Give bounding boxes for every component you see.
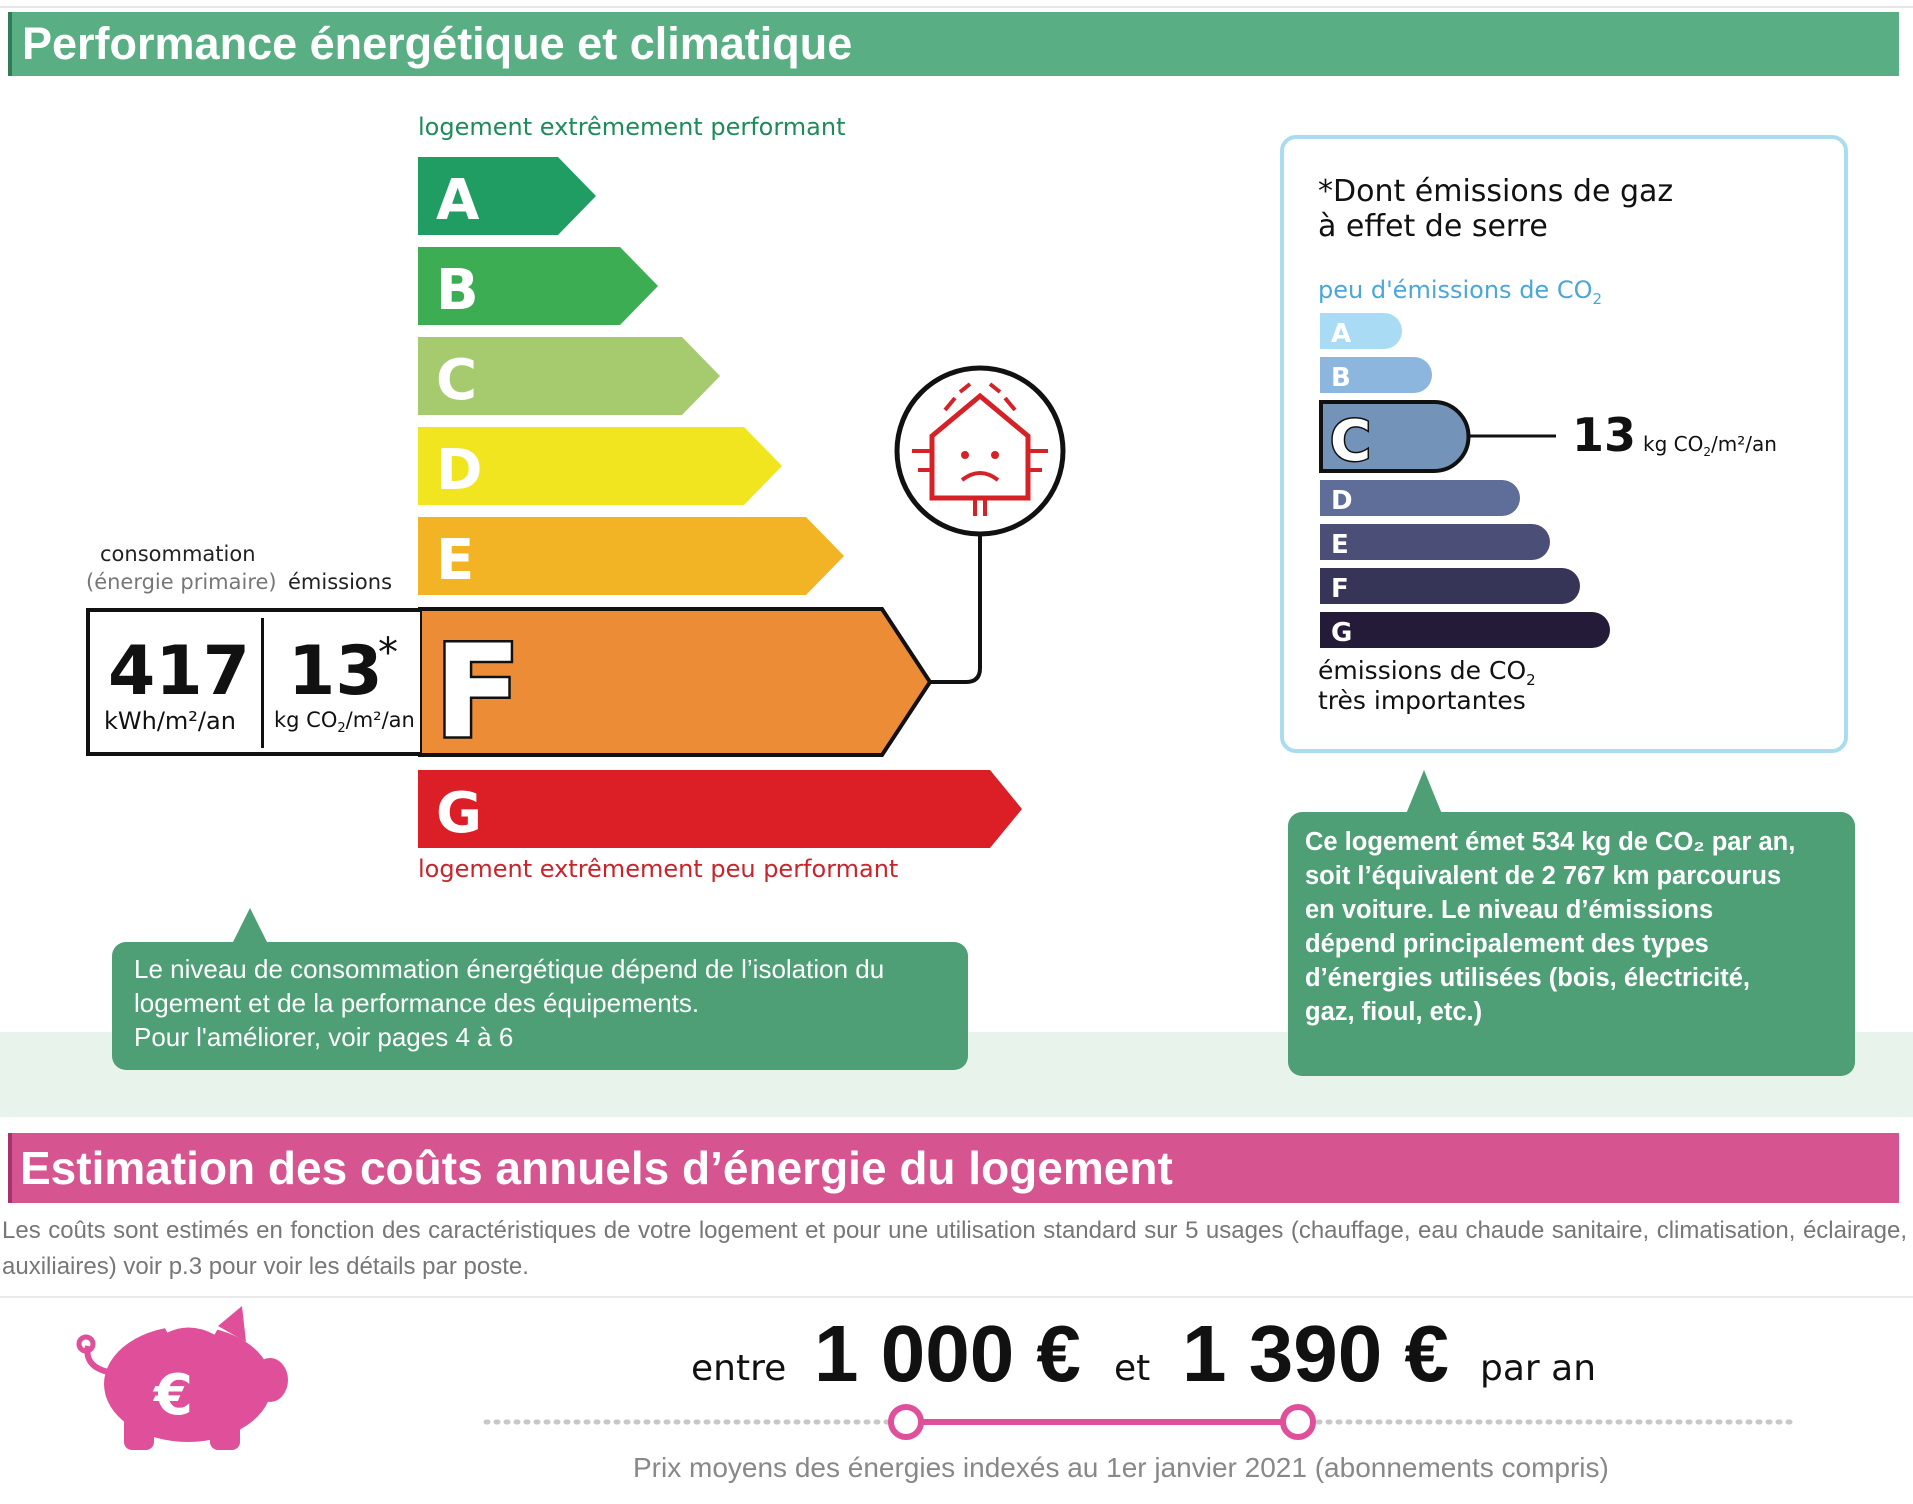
ges-class-a — [1320, 313, 1402, 349]
dpe-letter-g: G — [436, 781, 482, 846]
bubble-right-line-6: gaz, fioul, etc.) — [1305, 998, 1483, 1026]
dpe-top-label: logement extrêmement performant — [418, 113, 846, 141]
ges-top-label: peu d'émissions de $CO_2$ — [1318, 276, 1603, 308]
dpe-letter-d: D — [436, 438, 483, 503]
ges-letter-f: F — [1331, 574, 1349, 604]
costs-description: Les coûts sont estimés en fonction des caractéristiques de votre logement et pour une utilisation standard sur 5 usages (chauffage, eau chaude sanitaire, climatisation, éclairage, auxiliaires) voir p.3 pour voir les détails par poste. — [2, 1217, 1907, 1280]
ges-bottom-label-line-2: très importantes — [1318, 686, 1526, 715]
ges-letter-b: B — [1331, 363, 1351, 393]
ges-class-c-current — [1321, 402, 1469, 474]
emissions-asterisk: * — [378, 630, 398, 676]
consumption-sublabel: (énergie primaire) — [86, 570, 277, 594]
bubble-right-line-4: dépend principalement des types — [1305, 930, 1709, 958]
section-header-costs — [8, 1133, 1899, 1203]
emissions-label: émissions — [288, 570, 393, 594]
ges-letter-d: D — [1331, 486, 1353, 516]
emissions-value: 13 — [288, 632, 383, 711]
cost-range-bar — [0, 1400, 1913, 1440]
range-min-handle — [891, 1407, 921, 1437]
emissions-info-bubble — [1288, 812, 1855, 1076]
dpe-letter-c: C — [436, 348, 478, 413]
ges-title-line-1: *Dont émissions de gaz — [1318, 174, 1674, 209]
consumption-label: consommation — [100, 542, 256, 566]
bubble-right-line-5: d’énergies utilisées (bois, électricité, — [1305, 964, 1751, 992]
bubble-right-line-2: soit l’équivalent de 2 767 km parcourus — [1305, 862, 1782, 890]
ges-class-b — [1320, 357, 1432, 393]
cost-max: 1 390 € — [1182, 1309, 1449, 1398]
ges-letter-c: C — [1330, 409, 1372, 474]
bubble-left-line-1: Le niveau de consommation énergétique dépend de l’isolation du — [134, 954, 885, 984]
emissions-unit: kg $CO_2/m^2/an$ — [274, 708, 415, 737]
bubble-right-line-1: Ce logement émet 534 kg de CO₂ par an, — [1305, 828, 1796, 856]
bubble-left-line-3: Pour l'améliorer, voir pages 4 à 6 — [134, 1022, 514, 1052]
bubble-left-line-2: logement et de la performance des équipements. — [134, 988, 700, 1018]
svg-text:€: € — [154, 1363, 193, 1428]
ges-class-f — [1320, 568, 1580, 604]
dpe-letter-e: E — [436, 528, 475, 593]
dpe-bottom-label: logement extrêmement peu performant — [418, 855, 899, 883]
section-title: Estimation des coûts annuels d’énergie du logement — [20, 1142, 1173, 1194]
bubble-pointer-right — [1402, 770, 1446, 814]
ges-class-d — [1320, 480, 1520, 516]
ges-letter-e: E — [1331, 530, 1349, 560]
cost-word-per-year: par an — [1480, 1348, 1597, 1389]
range-max-handle — [1283, 1407, 1313, 1437]
dpe-letter-f: F — [434, 618, 522, 767]
dpe-letter-b: B — [436, 258, 479, 323]
ges-class-e — [1320, 524, 1550, 560]
ges-title-line-2: à effet de serre — [1318, 209, 1548, 244]
ges-unit: kg $CO_2/m^2/an$ — [1643, 432, 1777, 459]
consumption-value: 417 — [108, 632, 250, 711]
bubble-right-line-3: en voiture. Le niveau d’émissions — [1305, 896, 1714, 924]
cost-min: 1 000 € — [814, 1309, 1081, 1398]
ges-bottom-label-line-1: émissions de $CO_2$ — [1318, 656, 1536, 689]
consumption-unit: kWh/m²/an — [104, 707, 236, 735]
separator — [0, 1296, 1913, 1298]
cost-word-and: et — [1114, 1348, 1151, 1389]
ges-class-g — [1320, 612, 1610, 648]
cost-word-between: entre — [691, 1348, 787, 1389]
dpe-letter-a: A — [436, 168, 480, 233]
ges-value: 13 — [1572, 408, 1637, 462]
section-title: Performance énergétique et climatique — [22, 18, 853, 69]
ges-letter-a: A — [1331, 319, 1352, 349]
ges-letter-g: G — [1331, 618, 1353, 648]
price-note: Prix moyens des énergies indexés au 1er janvier 2021 (abonnements compris) — [633, 1452, 1609, 1483]
